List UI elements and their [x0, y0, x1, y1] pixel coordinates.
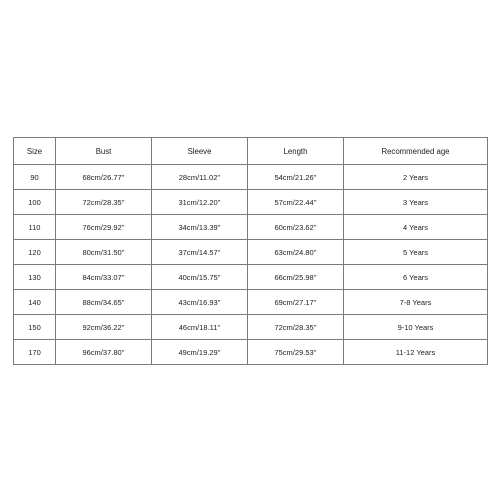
- cell-sleeve: 28cm/11.02'': [152, 165, 248, 190]
- header-length: Length: [248, 138, 344, 165]
- cell-recommended-age: 4 Years: [344, 215, 488, 240]
- cell-recommended-age: 3 Years: [344, 190, 488, 215]
- header-size: Size: [14, 138, 56, 165]
- cell-length: 72cm/28.35'': [248, 315, 344, 340]
- table-row: [14, 165, 488, 190]
- size-chart-header: [14, 138, 488, 165]
- cell-sleeve: 46cm/18.11'': [152, 315, 248, 340]
- cell-sleeve: 43cm/16.93'': [152, 290, 248, 315]
- cell-bust: 84cm/33.07'': [56, 265, 152, 290]
- cell-bust: 76cm/29.92'': [56, 215, 152, 240]
- cell-size: 110: [14, 215, 56, 240]
- cell-bust: 68cm/26.77'': [56, 165, 152, 190]
- cell-sleeve: 49cm/19.29'': [152, 340, 248, 365]
- table-row: [14, 315, 488, 340]
- cell-sleeve: 31cm/12.20'': [152, 190, 248, 215]
- cell-recommended-age: 7-8 Years: [344, 290, 488, 315]
- table-row: [14, 190, 488, 215]
- cell-bust: 72cm/28.35'': [56, 190, 152, 215]
- cell-recommended-age: 11-12 Years: [344, 340, 488, 365]
- table-row: [14, 290, 488, 315]
- cell-length: 57cm/22.44'': [248, 190, 344, 215]
- cell-size: 90: [14, 165, 56, 190]
- table-row: [14, 340, 488, 365]
- cell-recommended-age: 6 Years: [344, 265, 488, 290]
- cell-bust: 88cm/34.65'': [56, 290, 152, 315]
- cell-length: 63cm/24.80'': [248, 240, 344, 265]
- cell-size: 120: [14, 240, 56, 265]
- size-chart-body: [14, 165, 488, 365]
- cell-size: 130: [14, 265, 56, 290]
- cell-length: 60cm/23.62'': [248, 215, 344, 240]
- cell-size: 140: [14, 290, 56, 315]
- header-sleeve: Sleeve: [152, 138, 248, 165]
- header-row: [14, 138, 488, 165]
- cell-sleeve: 37cm/14.57'': [152, 240, 248, 265]
- cell-size: 170: [14, 340, 56, 365]
- cell-length: 66cm/25.98'': [248, 265, 344, 290]
- cell-length: 54cm/21.26'': [248, 165, 344, 190]
- cell-length: 69cm/27.17'': [248, 290, 344, 315]
- cell-sleeve: 34cm/13.39'': [152, 215, 248, 240]
- table-row: [14, 265, 488, 290]
- cell-bust: 80cm/31.50'': [56, 240, 152, 265]
- cell-sleeve: 40cm/15.75'': [152, 265, 248, 290]
- header-recommended-age: Recommended age: [344, 138, 488, 165]
- cell-bust: 92cm/36.22'': [56, 315, 152, 340]
- cell-size: 150: [14, 315, 56, 340]
- size-chart-table: [13, 137, 488, 365]
- cell-recommended-age: 9-10 Years: [344, 315, 488, 340]
- cell-length: 75cm/29.53'': [248, 340, 344, 365]
- cell-bust: 96cm/37.80'': [56, 340, 152, 365]
- table-row: [14, 240, 488, 265]
- cell-recommended-age: 2 Years: [344, 165, 488, 190]
- header-bust: Bust: [56, 138, 152, 165]
- table-row: [14, 215, 488, 240]
- cell-recommended-age: 5 Years: [344, 240, 488, 265]
- cell-size: 100: [14, 190, 56, 215]
